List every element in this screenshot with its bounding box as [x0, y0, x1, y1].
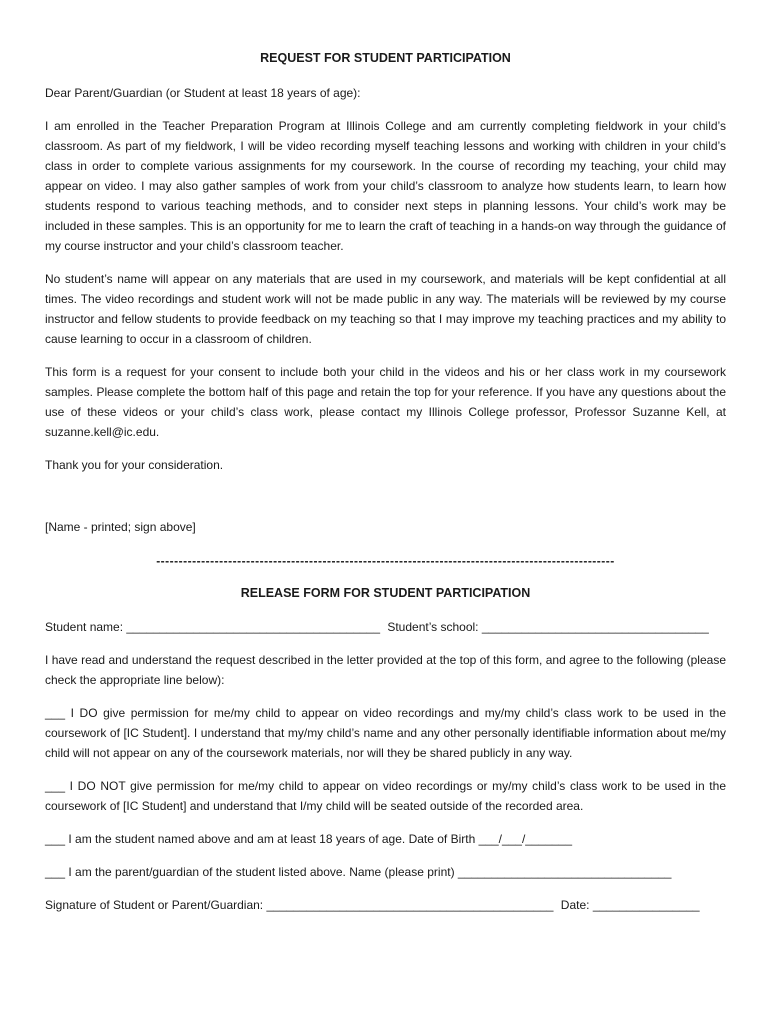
- letter-paragraph-1: I am enrolled in the Teacher Preparation Program at Illinois College and am currently completing fieldwork in your child’s classroom. As part of my fieldwork, I will be video recording myself teaching lessons and working with children in your child’s class in order to complete various assignments for my coursework. In the course of recording my teaching, your child may appear on video. I may also gather samples of work from your child’s classroom to analyze how students learn, to learn how students respond to various teaching methods, and to consider next steps in planning lessons. Your child’s work may be included in these samples. This is an opportunity for me to learn the craft of teaching in a hands-on way through the guidance of my course instructor and your child’s classroom teacher.: [45, 119, 726, 253]
- option-adult-student[interactable]: ___ I am the student named above and am at least 18 years of age. Date of Birth ___/___/_______: [45, 832, 573, 846]
- cut-line-divider: ------------------------------------------------------------------------------------------------------: [156, 554, 615, 568]
- signature-line: [45, 895, 726, 915]
- release-intro: I have read and understand the request described in the letter provided at the top of this form, and agree to the following (please check the appropriate line below):: [45, 653, 726, 687]
- student-info-line: [45, 617, 726, 637]
- letter-salutation: Dear Parent/Guardian (or Student at least 18 years of age):: [45, 86, 361, 100]
- option-parent-guardian[interactable]: ___ I am the parent/guardian of the student listed above. Name (please print) ________________________________: [45, 865, 672, 879]
- letter-closing: Thank you for your consideration.: [45, 458, 224, 472]
- release-title: RELEASE FORM FOR STUDENT PARTICIPATION: [240, 586, 531, 600]
- option-give-permission[interactable]: ___ I DO give permission for me/my child to appear on video recordings and my/my child’s class work to be used in the coursework of [IC Student]. I understand that my/my child’s name and any other personally identifiable information about me/my child will not appear on any of the coursework materials, nor will they be shared publicly in any way.: [45, 706, 726, 760]
- date-field[interactable]: Date: ________________: [560, 898, 700, 912]
- letter-paragraph-2: No student’s name will appear on any materials that are used in my coursework, and materials will be kept confidential at all times. The video recordings and student work will not be made public in any way. The materials will be reviewed by my course instructor and fellow students to provide feedback on my teaching so that I may improve my teaching practices and my ability to cause learning to occur in a classroom of children.: [45, 272, 726, 346]
- letter-title: REQUEST FOR STUDENT PARTICIPATION: [260, 51, 511, 65]
- signer-name-placeholder: [Name - printed; sign above]: [45, 520, 196, 534]
- option-deny-permission[interactable]: ___ I DO NOT give permission for me/my child to appear on video recordings or my/my child’s class work to be used in the coursework of [IC Student] and understand that I/my child will be seated outside of the recorded area.: [45, 779, 726, 813]
- letter-paragraph-3: This form is a request for your consent to include both your child in the videos and his or her class work in my coursework samples. Please complete the bottom half of this page and retain the top for your reference. If you have any questions about the use of these videos or your child’s class work, please contact my Illinois College professor, Professor Suzanne Kell, at suzanne.kell@ic.edu.: [45, 365, 726, 439]
- student-name-field[interactable]: Student name: ______________________________________: [45, 620, 380, 634]
- student-school-field[interactable]: Student’s school: __________________________________: [387, 620, 709, 634]
- signature-field[interactable]: Signature of Student or Parent/Guardian: ___________________________________________: [45, 898, 554, 912]
